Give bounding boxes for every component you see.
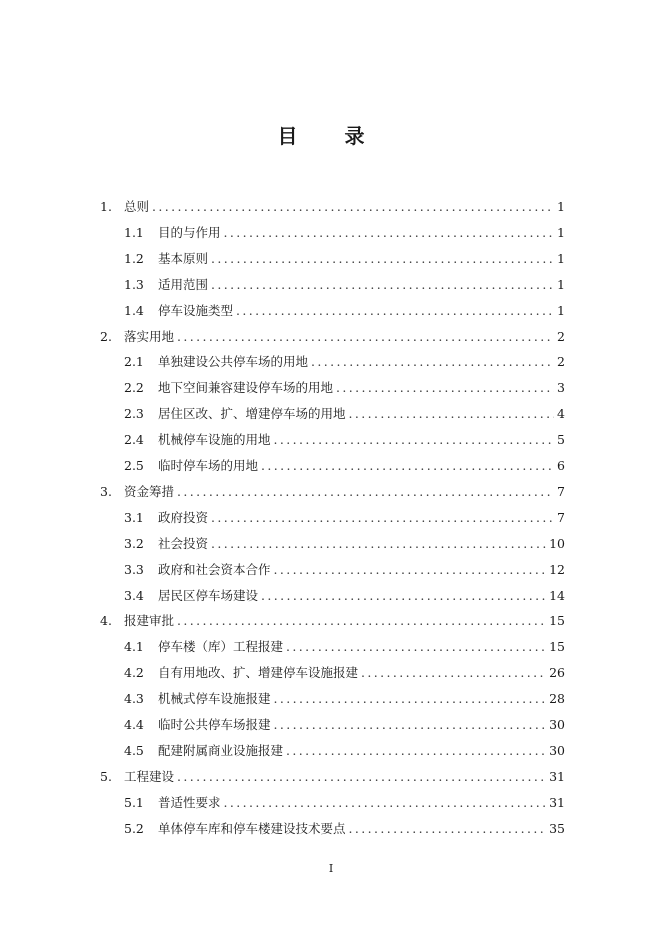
toc-entry-page: 5 [557, 432, 565, 448]
toc-entry-page: 31 [549, 768, 565, 784]
toc-entry-number: 5. [100, 768, 112, 784]
toc-section-entry[interactable] [124, 587, 565, 605]
toc-entry-number: 4.3 [124, 691, 144, 707]
toc-entry-number: 4.5 [124, 742, 144, 758]
toc-entry-number: 2.2 [124, 380, 144, 396]
toc-entry-page: 2 [557, 328, 565, 344]
toc-chapter-entry[interactable] [100, 198, 565, 216]
toc-dot-leader [224, 224, 555, 242]
toc-entry-title: 工程建设 [124, 768, 175, 784]
toc-entry-page: 28 [549, 691, 565, 707]
toc-entry-page: 1 [557, 302, 565, 318]
toc-entry-number: 2.3 [124, 406, 144, 422]
toc-dot-leader [361, 664, 546, 682]
toc-dot-leader [274, 716, 547, 734]
toc-entry-number: 3. [100, 483, 112, 499]
toc-entry-page: 6 [557, 458, 565, 473]
toc-entry-number: 4.1 [124, 639, 144, 655]
toc-entry-number: 1.3 [124, 276, 144, 292]
toc-entry-number: 3.3 [124, 561, 144, 577]
toc-entry-title: 政府和社会资本合作 [158, 561, 271, 577]
toc-dot-leader [261, 587, 546, 605]
toc-chapter-entry[interactable] [100, 328, 565, 346]
toc-section-entry[interactable] [124, 250, 565, 268]
toc-entry-page: 26 [549, 665, 565, 681]
toc-section-entry[interactable] [124, 379, 565, 397]
toc-entry-title: 地下空间兼容建设停车场的用地 [158, 380, 334, 396]
toc-section-entry[interactable] [124, 820, 565, 838]
toc-entry-page: 3 [557, 380, 565, 396]
page-number-footer: I [328, 862, 334, 875]
toc-dot-leader [349, 405, 555, 423]
toc-entry-page: 15 [549, 613, 565, 629]
toc-dot-leader [177, 483, 554, 501]
toc-section-entry[interactable] [124, 716, 565, 734]
toc-entry-page: 10 [549, 535, 565, 551]
toc-dot-leader [211, 509, 554, 527]
toc-entry-number: 3.4 [124, 587, 144, 603]
toc-entry-title: 机械停车设施的用地 [158, 432, 271, 448]
toc-dot-leader [349, 820, 547, 838]
toc-dot-leader [261, 457, 554, 475]
toc-entry-title: 机械式停车设施报建 [158, 691, 271, 707]
toc-dot-leader [286, 638, 546, 656]
toc-section-entry[interactable] [124, 353, 565, 371]
toc-entry-page: 1 [557, 199, 565, 214]
toc-entry-page: 30 [549, 717, 565, 732]
toc-section-entry[interactable] [124, 742, 565, 760]
toc-section-entry[interactable] [124, 276, 565, 294]
toc-entry-number: 4. [100, 613, 112, 629]
toc-dot-leader [211, 276, 554, 294]
toc-section-entry[interactable] [124, 405, 565, 423]
toc-dot-leader [177, 328, 554, 346]
toc-title: 目 录 [277, 124, 385, 148]
toc-section-entry[interactable] [124, 794, 565, 812]
toc-entry-title: 适用范围 [158, 276, 209, 292]
toc-section-entry[interactable] [124, 224, 565, 242]
toc-chapter-entry[interactable] [100, 612, 565, 630]
toc-entry-page: 2 [557, 354, 565, 370]
toc-entry-number: 2.1 [124, 354, 144, 370]
toc-entry-title: 自有用地改、扩、增建停车设施报建 [158, 665, 359, 681]
toc-chapter-entry[interactable] [100, 768, 565, 786]
toc-section-entry[interactable] [124, 535, 565, 553]
toc-entry-page: 7 [557, 509, 565, 525]
toc-dot-leader [211, 250, 554, 268]
toc-dot-leader [177, 612, 546, 630]
toc-dot-leader [274, 431, 555, 449]
toc-section-entry[interactable] [124, 457, 565, 475]
toc-entry-number: 5.1 [124, 794, 144, 810]
toc-entry-page: 1 [557, 250, 565, 266]
toc-entry-page: 4 [557, 406, 565, 422]
toc-entry-title: 临时停车场的用地 [158, 458, 259, 473]
toc-entry-number: 4.4 [124, 717, 144, 732]
toc-entry-number: 2.4 [124, 432, 144, 448]
toc-entry-page: 31 [549, 794, 565, 810]
toc-chapter-entry[interactable] [100, 483, 565, 501]
toc-entry-title: 普适性要求 [158, 794, 221, 810]
toc-entry-title: 基本原则 [158, 250, 209, 266]
toc-entry-title: 居民区停车场建设 [158, 587, 259, 603]
toc-entry-number: 5.2 [124, 820, 144, 836]
toc-entry-number: 3.1 [124, 509, 144, 525]
toc-entry-number: 2.5 [124, 458, 144, 473]
toc-entry-title: 居住区改、扩、增建停车场的用地 [158, 406, 346, 422]
toc-entry-page: 1 [557, 224, 565, 240]
toc-dot-leader [177, 768, 546, 786]
toc-entry-number: 1.1 [124, 224, 144, 240]
toc-entry-number: 2. [100, 328, 112, 344]
toc-entry-title: 单体停车库和停车楼建设技术要点 [158, 820, 346, 836]
toc-section-entry[interactable] [124, 431, 565, 449]
toc-dot-leader [336, 379, 554, 397]
toc-dot-leader [236, 302, 554, 320]
toc-section-entry[interactable] [124, 664, 565, 682]
toc-entry-page: 35 [549, 820, 565, 836]
toc-entry-title: 目的与作用 [158, 224, 221, 240]
toc-entry-number: 4.2 [124, 665, 144, 681]
toc-section-entry[interactable] [124, 302, 565, 320]
toc-entry-title: 社会投资 [158, 535, 209, 551]
toc-dot-leader [211, 535, 546, 553]
toc-entry-title: 配建附属商业设施报建 [158, 742, 284, 758]
toc-entry-title: 报建审批 [124, 613, 175, 629]
toc-dot-leader [224, 794, 547, 812]
toc-entry-number: 1. [100, 199, 112, 214]
toc-section-entry[interactable] [124, 638, 565, 656]
toc-section-entry[interactable] [124, 509, 565, 527]
toc-dot-leader [311, 353, 554, 371]
toc-entry-number: 1.2 [124, 250, 144, 266]
toc-entry-title: 政府投资 [158, 509, 209, 525]
toc-entry-page: 14 [549, 587, 565, 603]
toc-entry-title: 停车设施类型 [158, 302, 234, 318]
toc-entry-number: 3.2 [124, 535, 144, 551]
toc-entry-page: 12 [549, 561, 565, 577]
toc-entry-title: 临时公共停车场报建 [158, 717, 271, 732]
toc-dot-leader [152, 198, 554, 216]
toc-section-entry[interactable] [124, 690, 565, 708]
toc-entry-page: 30 [549, 742, 565, 758]
toc-entry-number: 1.4 [124, 302, 144, 318]
toc-entry-page: 7 [557, 483, 565, 499]
toc-entry-title: 单独建设公共停车场的用地 [158, 354, 309, 370]
toc-entry-page: 15 [549, 639, 565, 655]
toc-dot-leader [286, 742, 546, 760]
toc-entry-title: 落实用地 [124, 328, 175, 344]
toc-entry-title: 停车楼（库）工程报建 [158, 639, 284, 655]
toc-entry-page: 1 [557, 276, 565, 292]
toc-dot-leader [274, 690, 547, 708]
toc-entry-title: 总则 [124, 199, 150, 214]
toc-dot-leader [274, 561, 547, 579]
toc-section-entry[interactable] [124, 561, 565, 579]
toc-entry-title: 资金筹措 [124, 483, 175, 499]
